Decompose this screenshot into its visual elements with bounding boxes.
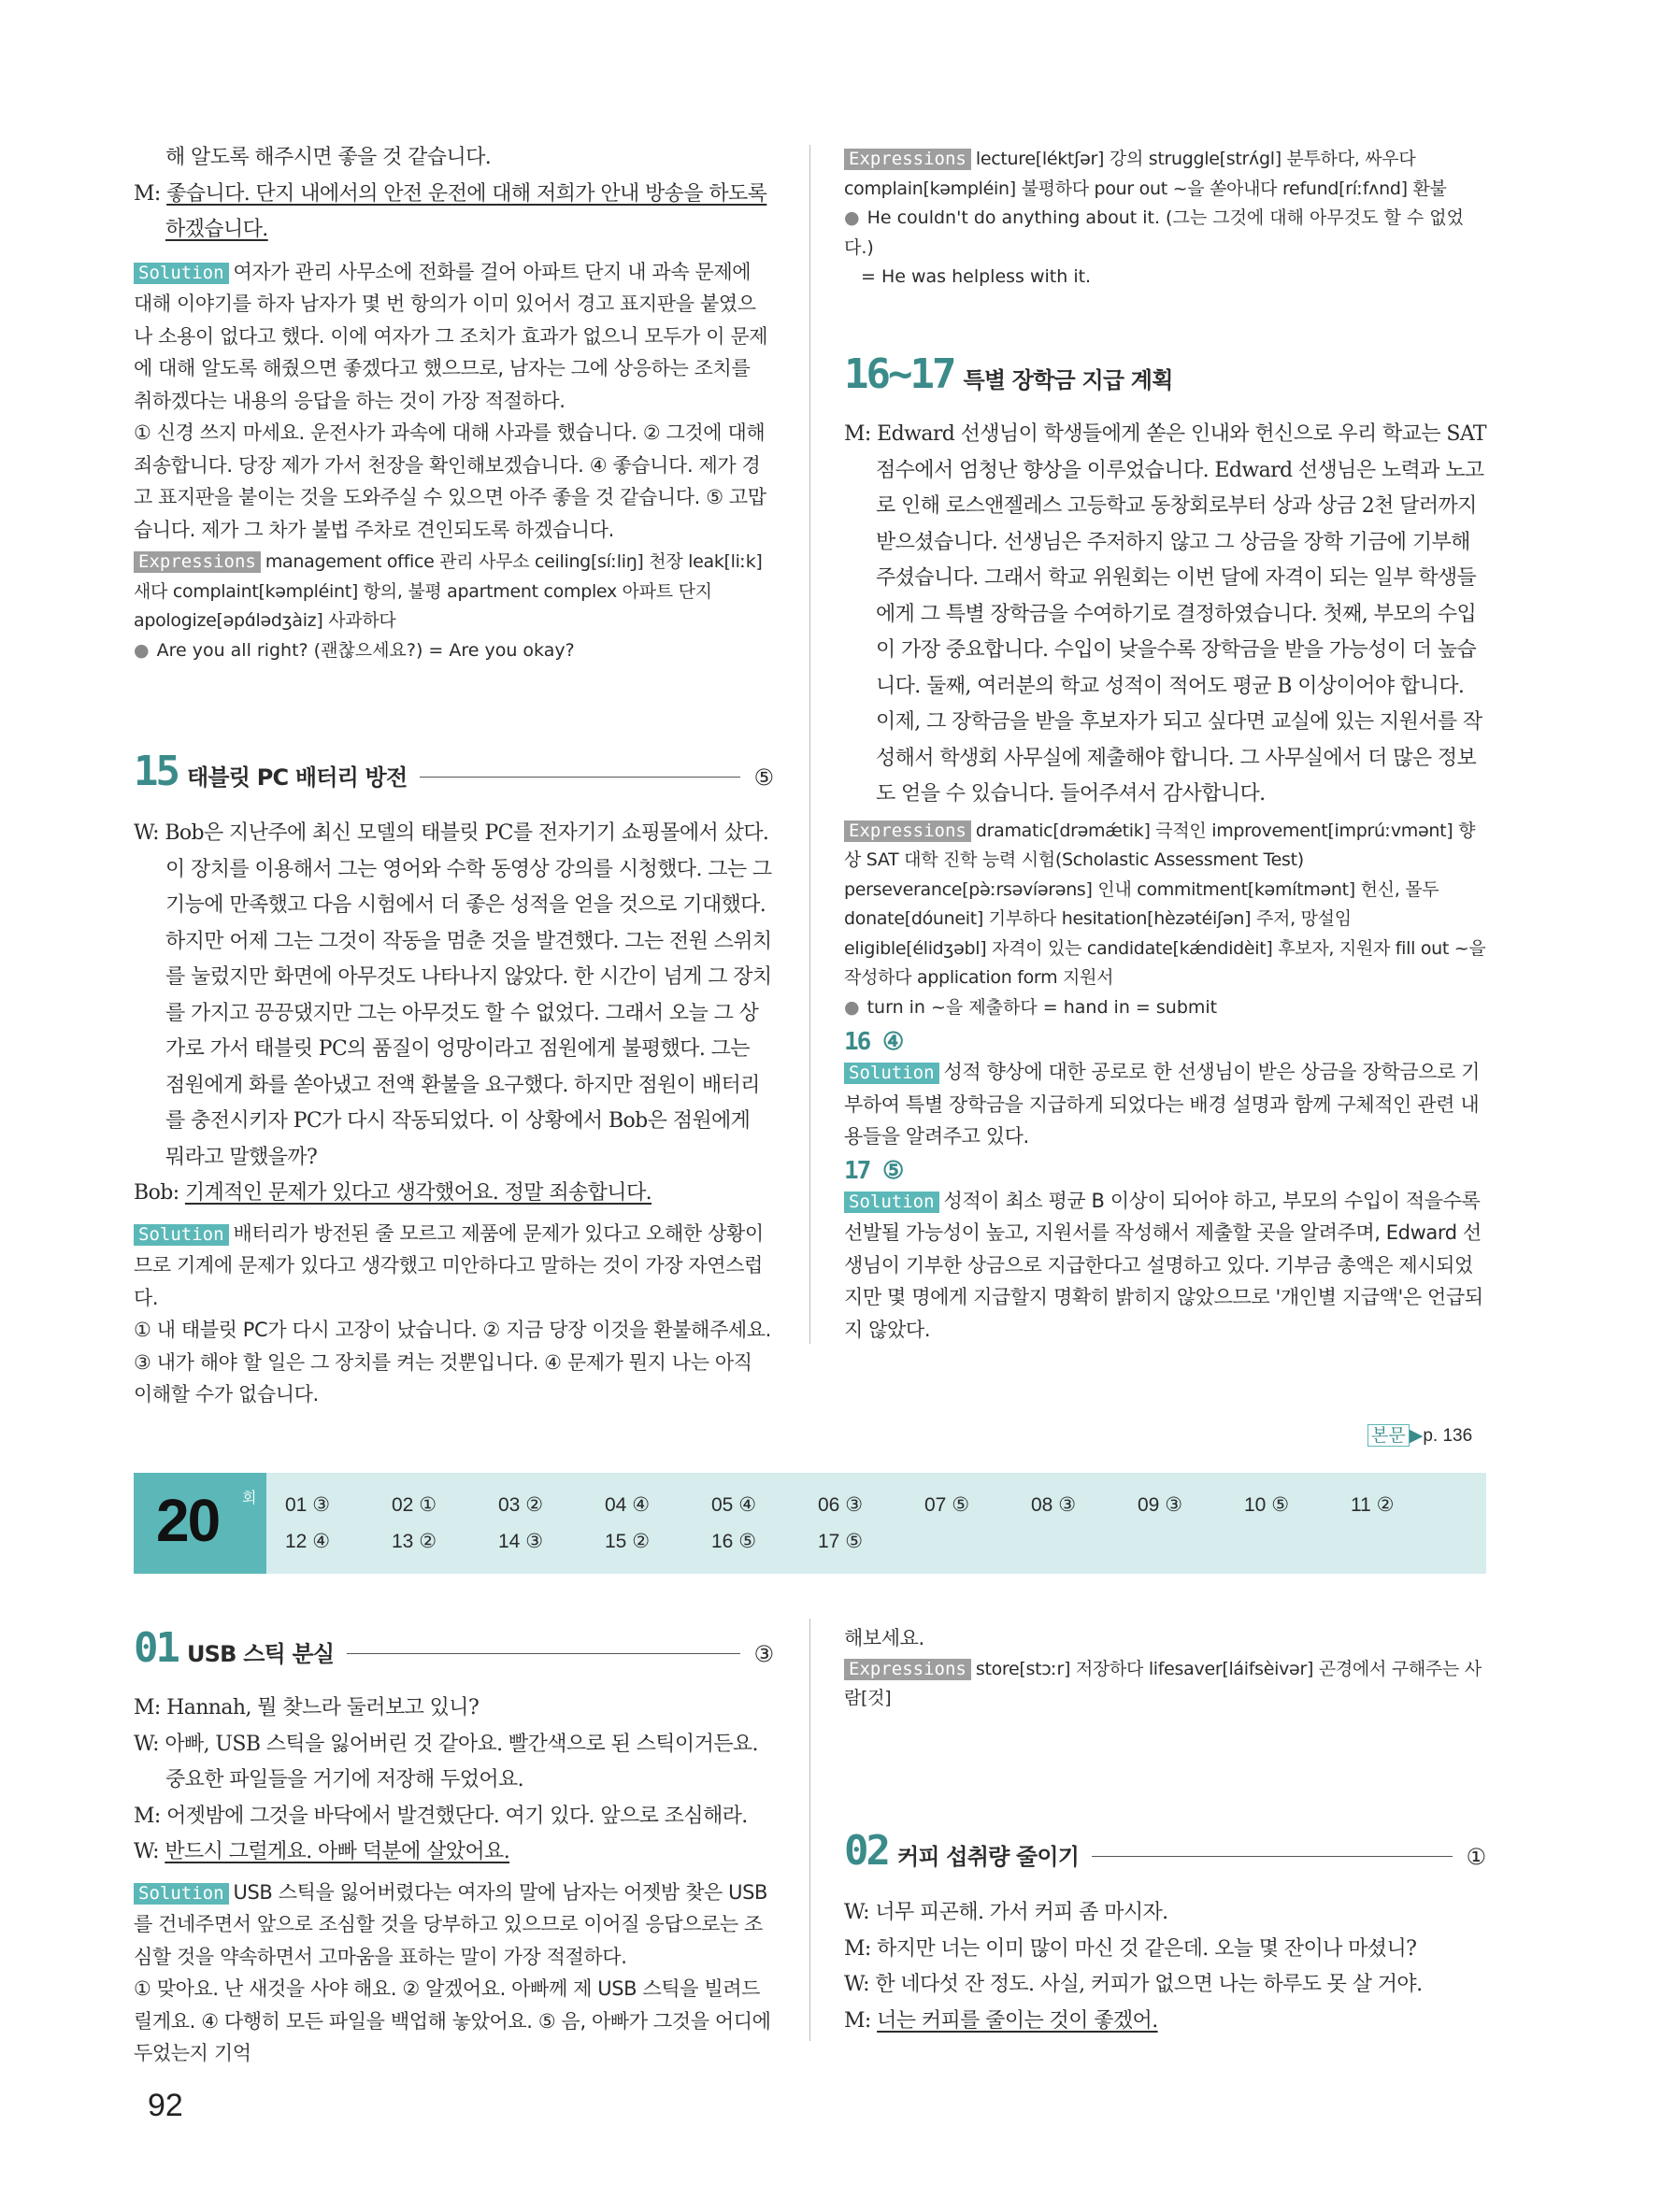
expressions-text: lecture[léktʃər] 강의 struggle[strʌ́gl] 분투하다, 싸우다 complain[kəmpléin] 불평하다 pour out ~을 쏟아내다 refund[ríːfʌnd] 환불 [844, 149, 1447, 199]
section-16-17 [844, 350, 1486, 1346]
answer-cell: 17 ⑤ [818, 1531, 864, 1552]
answer-cell: 11 ② [1351, 1494, 1395, 1516]
dialog-q16-17 [844, 417, 1486, 813]
section-01 [134, 1624, 774, 2070]
section-title: USB 스틱 분실 [186, 1641, 335, 1667]
answer-cell: 15 ② [605, 1531, 651, 1552]
section-answer: ⑤ [753, 764, 774, 791]
dialog-line [134, 1799, 774, 1835]
expressions-text: dramatic[drəmǽtik] 극적인 improvement[imprúːvmənt] 향상 SAT 대학 진학 능력 시험(Scholastic Assessment Test) perseverance[pə̀ːrsəvíərəns] 인내 commitment[kəmítmənt] 헌신, 몰두 donate[dóuneit] 기부하다 hesitation[hèzətéiʃən] 주저, 망설임 eligible[élidʒəbl] 자격이 있는 candidate[kǽndidèit] 후보자, 지원자 fill out ~을 작성하다 application form 지원서 [844, 820, 1486, 988]
expression-bullet-cont: = He was helpless with it. [861, 266, 1092, 287]
solution-text: 성적 향상에 대한 공로로 한 선생님이 받은 상금을 장학금으로 기부하여 특별 장학금을 지급하게 되었다는 배경 설명과 함께 구체적인 관련 내용들을 알려주고 있다. [844, 1061, 1481, 1148]
speaker-label: W: [134, 821, 165, 845]
speaker-label: W: [844, 1973, 876, 1996]
dialog-line [134, 1176, 774, 1212]
dialog-text: 해 알도록 해주시면 좋을 것 같습니다. [165, 146, 492, 169]
choices-paragraph: ① 내 태블릿 PC가 다시 고장이 났습니다. ② 지금 당장 이것을 환불해주세요. ③ 내가 해야 할 일은 그 장치를 켜는 것뿐입니다. ④ 문제가 뭔지 나는 아직 이해할 수가 없습니다. [134, 1319, 771, 1406]
answer-cell: 13 ② [392, 1531, 437, 1552]
bullet-text: He couldn't do anything about it. (그는 그것에 대해 아무것도 할 수 없었다.) [844, 207, 1465, 258]
dialog-text: 하지만 너는 이미 많이 마신 것 같은데. 오늘 몇 잔이나 마셨니? [877, 1936, 1417, 1961]
left-top-column [134, 140, 774, 665]
dialog-line [844, 2004, 1486, 2040]
answer-cell: 04 ④ [605, 1494, 651, 1516]
right-top-column [844, 145, 1486, 293]
solution-text: 배터리가 방전된 줄 모르고 제품에 문제가 있다고 오해한 상황이므로 기계에 문제가 있다고 생각했고 미안하다고 말하는 것이 가장 자연스럽다. [134, 1221, 764, 1309]
expressions-tag: Expressions [134, 551, 261, 573]
section-answer: ① [1466, 1844, 1486, 1870]
answer-cell: 02 ① [392, 1494, 437, 1516]
solution-tag: Solution [844, 1063, 939, 1084]
section-number: 01 [134, 1624, 178, 1672]
section-number: 16~17 [844, 350, 954, 398]
section-header [134, 748, 774, 795]
choices-paragraph: ① 신경 쓰지 마세요. 운전사가 과속에 대해 사과를 했습니다. ② 그것에 대해 죄송합니다. 당장 제가 가서 천장을 확인해보겠습니다. ④ 좋습니다. 제가 경고 표지판을 붙이는 것을 도와주실 수 있으면 아주 좋을 것 같습니다. ⑤ 고맙습니다. 제가 그 차가 불법 주차로 견인되도록 하겠습니다. [134, 421, 766, 541]
dialog-line [134, 140, 774, 177]
section-header [134, 1624, 774, 1672]
answer-cell: 09 ③ [1138, 1494, 1183, 1516]
answer-underline-text: 너는 커피를 줄이는 것이 좋겠어. [877, 2008, 1158, 2033]
expressions-paragraph [844, 1655, 1486, 1714]
answer-cell: 03 ② [498, 1494, 544, 1516]
dialog-text: 한 네다섯 잔 정도. 사실, 커피가 없으면 나는 하루도 못 살 거야. [875, 1973, 1423, 1996]
section-title: 커피 섭취량 줄이기 [896, 1844, 1080, 1870]
choices-paragraph: ① 맞아요. 난 새것을 사야 해요. ② 알겠어요. 아빠께 제 USB 스틱을 빌려드릴게요. ④ 다행히 모든 파일을 백업해 놓았어요. ⑤ 음, 아빠가 그것을 어디에 두었는지 기억 [134, 1977, 771, 2064]
answer-cell: 08 ③ [1031, 1494, 1077, 1516]
speaker-label: M: [134, 181, 167, 206]
dialog-text: 너무 피곤해. 가서 커피 좀 마시자. [875, 1901, 1168, 1924]
header-rule [347, 1653, 740, 1654]
bullet-dot-icon: ● [844, 996, 860, 1018]
reference-page: p. 136 [1423, 1426, 1473, 1446]
speaker-label: W: [134, 1840, 165, 1863]
section-answer: ③ [753, 1641, 774, 1667]
expression-bullet [844, 204, 1486, 263]
section-title: 특별 장학금 지급 계획 [963, 367, 1173, 393]
dialog-q02 [844, 1895, 1486, 2039]
solution-text: 성적이 최소 평균 B 이상이 되어야 하고, 부모의 수입이 적을수록 선발될 가능성이 높고, 지원서를 작성해서 제출할 곳을 알려주며, Edward 선생님이 기부한 상금으로 지급한다고 설명하고 있다. 기부금 총액은 제시되었지만 몇 명에게 지급할지 명확히 밝히지 않았으므로 '개인별 지급액'은 언급되지 않았다. [844, 1189, 1483, 1341]
bullet-text: Are you all right? (괜찮으세요?) = Are you okay? [156, 639, 575, 661]
dialog-line [844, 417, 1486, 813]
solution-paragraph [134, 1218, 774, 1315]
speaker-label: W: [134, 1732, 165, 1756]
dialog-q14-end [134, 140, 774, 249]
dialog-text: Hannah, 뭘 찾느라 둘러보고 있니? [166, 1696, 480, 1720]
expressions-paragraph [844, 817, 1486, 993]
test-number-suffix: 회 [242, 1489, 257, 1506]
dialog-line [844, 1932, 1486, 1968]
bullet-dot-icon: ● [844, 207, 860, 228]
question-16-answer: 16 ④ [844, 1028, 903, 1056]
section-number: 02 [844, 1827, 888, 1875]
expressions-text: store[stɔːr] 저장하다 lifesaver[láifsèivər] 곤경에서 구해주는 사람[것] [844, 1658, 1482, 1708]
expressions-tag: Expressions [844, 1659, 971, 1680]
section-title: 태블릿 PC 배터리 방전 [186, 764, 408, 791]
header-rule [420, 777, 740, 778]
speaker-label: M: [844, 2008, 878, 2033]
answer-cell: 14 ③ [498, 1531, 544, 1552]
column-divider-top [809, 145, 810, 1344]
dialog-text: 아빠, USB 스틱을 잃어버린 것 같아요. 빨간색으로 된 스틱이거든요. 중요한 파일들을 거기에 저장해 두었어요. [165, 1732, 758, 1791]
expressions-text: management office 관리 사무소 ceiling[síːliŋ] 천장 leak[liːk] 새다 complaint[kəmpléint] 항의, 불평 apartment complex 아파트 단지 apologize[əpɑ́lədʒàiz] 사과하다 [134, 551, 763, 631]
solution-17-paragraph [844, 1185, 1486, 1347]
speaker-label: M: [134, 1804, 167, 1828]
dialog-q15 [134, 816, 774, 1212]
page-number: 92 [148, 2088, 183, 2123]
dialog-line [134, 1691, 774, 1727]
bullet-text: turn in ~을 제출하다 = hand in = submit [866, 996, 1218, 1018]
section-15 [134, 748, 774, 1411]
section-number: 15 [134, 748, 178, 795]
header-rule [1092, 1856, 1453, 1857]
answer-underline-text: 기계적인 문제가 있다고 생각했어요. 정말 죄송합니다. [184, 1181, 652, 1205]
solution-tag: Solution [844, 1192, 939, 1213]
dialog-text: 어젯밤에 그것을 바닥에서 발견했단다. 여기 있다. 앞으로 조심해라. [166, 1804, 748, 1828]
answer-cell: 05 ④ [711, 1494, 757, 1516]
speaker-label: M: [134, 1696, 167, 1720]
solution-tag: Solution [134, 1224, 229, 1246]
dialog-line [134, 1727, 774, 1799]
dialog-line [134, 816, 774, 1176]
section-header [844, 1827, 1486, 1875]
expression-bullet [134, 636, 774, 666]
dialog-line [134, 177, 774, 249]
solution-text: 여자가 관리 사무소에 전화를 걸어 아파트 단지 내 과속 문제에 대해 이야기를 하자 남자가 몇 번 항의가 이미 있어서 경고 표지판을 붙였으나 소용이 없다고 했다. 이에 여자가 그 조치가 효과가 없으니 모두가 이 문제에 대해 알도록 해줬으면 좋겠다고 했으므로, 남자는 그에 상응하는 조치를 취하겠다는 내용의 응답을 하는 것이 가장 적절하다. [134, 260, 768, 412]
column-divider-bottom [809, 1619, 810, 2041]
section-02 [844, 1827, 1486, 2039]
dialog-text: Bob은 지난주에 최신 모델의 태블릿 PC를 전자기기 쇼핑몰에서 샀다. 이 장치를 이용해서 그는 영어와 수학 동영상 강의를 시청했다. 그는 그 기능에 만족했고 다음 시험에서 더 좋은 성적을 얻을 것으로 기대했다. 하지만 어제 그는 그것이 작동을 멈춘 것을 발견했다. 그는 전원 스위치를 눌렀지만 화면에 아무것도 나타나지 않았다. 한 시간이 넘게 그 장치를 가지고 끙끙댔지만 그는 아무것도 할 수 없었다. 그래서 오늘 그 상가로 가서 태블릿 PC의 품질이 엉망이라고 점원에게 불평했다. 그는 점원에게 화를 쏟아냈고 전액 환불을 요구했다. 하지만 점원이 배터리를 충전시키자 PC가 다시 작동되었다. 이 상황에서 Bob은 점원에게 뭐라고 말했을까? [165, 821, 772, 1169]
speaker-label: Bob: [134, 1181, 185, 1205]
speaker-label: M: [844, 422, 878, 446]
dialog-line [844, 1895, 1486, 1932]
bullet-dot-icon: ● [134, 639, 150, 661]
expressions-paragraph [844, 145, 1486, 204]
dialog-line [844, 1967, 1486, 2004]
right-bottom-column [844, 1622, 1486, 1714]
speaker-label: W: [844, 1901, 876, 1924]
section-header [844, 350, 1486, 398]
test-number: 20 [156, 1487, 220, 1554]
arrow-right-icon: ▶ [1409, 1425, 1424, 1446]
dialog-text: Edward 선생님이 학생들에게 쏟은 인내와 헌신으로 우리 학교는 SAT 점수에서 엄청난 향상을 이루었습니다. Edward 선생님은 노력과 노고로 인해 로스앤젤레스 고등학교 동창회로부터 상과 상금 2천 달러까지 받으셨습니다. 선생님은 주저하지 않고 그 상금을 장학 기금에 기부해주셨습니다. 그래서 학교 위원회는 이번 달에 자격이 되는 일부 학생들에게 그 특별 장학금을 수여하기로 결정하였습니다. 첫째, 부모의 수입이 가장 중요합니다. 수입이 낮을수록 장학금을 받을 가능성이 더 높습니다. 둘째, 여러분의 학교 성적이 적어도 평균 B 이상이어야 합니다. 이제, 그 장학금을 받을 후보자가 되고 싶다면 교실에 있는 지원서를 작성해서 학생회 사무실에 제출해야 합니다. 그 사무실에서 더 많은 정보도 얻을 수 있습니다. 들어주셔서 감사합니다. [876, 422, 1487, 806]
page-reference[interactable] [1367, 1421, 1472, 1447]
answer-cell: 12 ④ [285, 1531, 331, 1552]
solution-tag: Solution [134, 263, 229, 284]
answer-underline-text: 반드시 그럴게요. 아빠 덕분에 살았어요. [165, 1840, 510, 1863]
answer-underline-text: 좋습니다. 단지 내에서의 안전 운전에 대해 저희가 안내 방송을 하도록 하겠습니다. [165, 181, 767, 241]
test-number-box [134, 1473, 266, 1574]
answer-cell: 16 ⑤ [711, 1531, 757, 1552]
answer-cell: 01 ③ [285, 1494, 331, 1516]
reference-label: 본문 [1367, 1424, 1410, 1447]
dialog-line [134, 1834, 774, 1871]
solution-tag: Solution [134, 1883, 229, 1905]
choices-continuation: 해보세요. [844, 1627, 924, 1649]
answer-cell: 10 ⑤ [1244, 1494, 1290, 1516]
solution-paragraph [134, 1877, 774, 1974]
question-17-answer: 17 ⑤ [844, 1156, 903, 1185]
expression-bullet [844, 993, 1486, 1023]
expressions-paragraph [134, 548, 774, 636]
answer-cell: 06 ③ [818, 1494, 864, 1516]
dialog-q01 [134, 1691, 774, 1871]
solution-16-paragraph [844, 1056, 1486, 1153]
solution-paragraph [134, 256, 774, 418]
answer-cell: 07 ⑤ [924, 1494, 970, 1516]
speaker-label: M: [844, 1936, 878, 1961]
expressions-tag: Expressions [844, 149, 971, 170]
answer-key-band [134, 1473, 1486, 1574]
expressions-tag: Expressions [844, 821, 971, 842]
solution-text: USB 스틱을 잃어버렸다는 여자의 말에 남자는 어젯밤 찾은 USB를 건네주면서 앞으로 조심할 것을 당부하고 있으므로 이어질 응답으로는 조심할 것을 약속하면서 고마움을 표하는 말이 가장 적절하다. [134, 1880, 768, 1968]
